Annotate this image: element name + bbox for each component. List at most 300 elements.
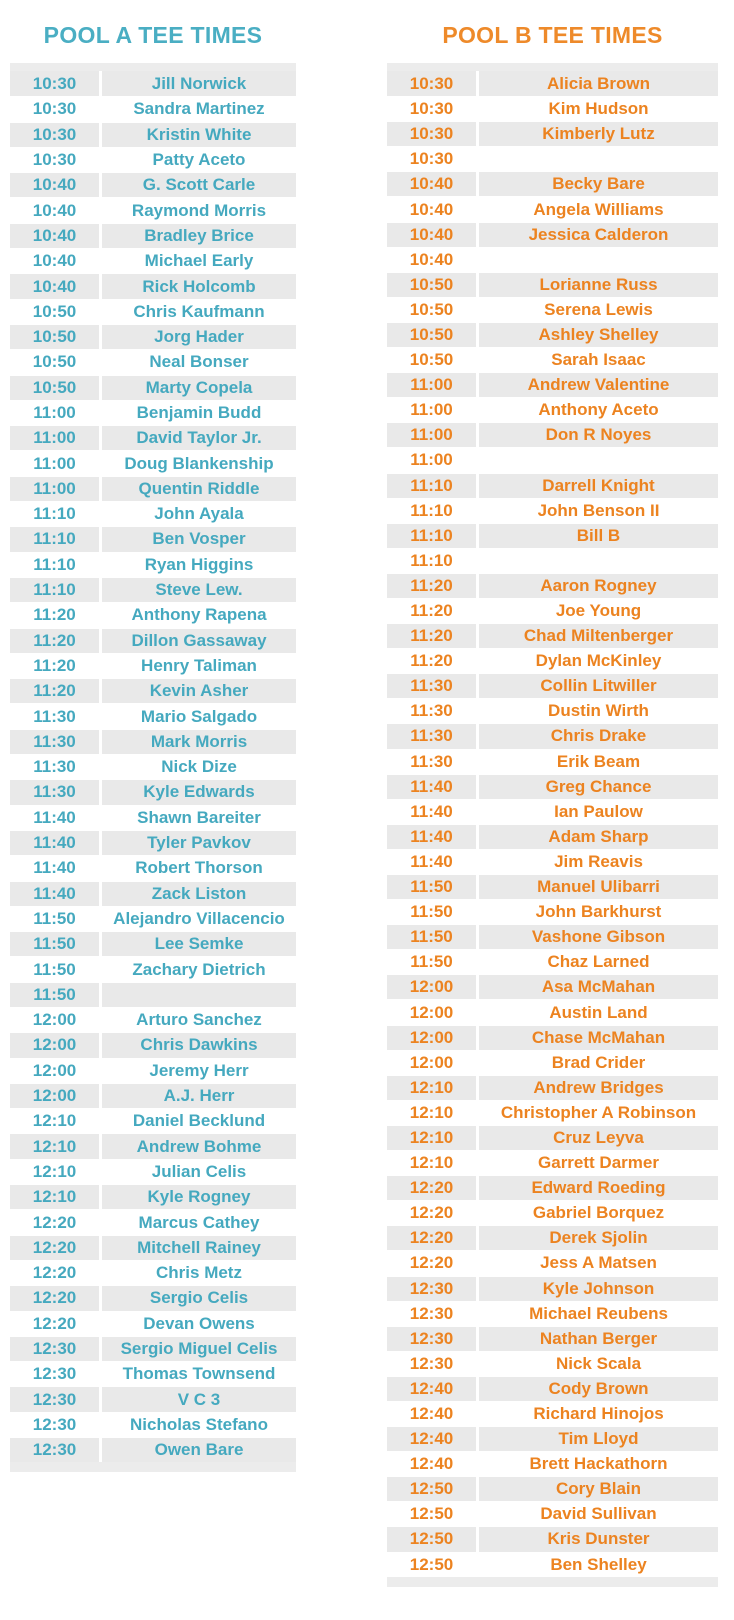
pool-a-tee-time: 11:00: [10, 426, 102, 450]
pool-b-tee-time: 11:00: [387, 373, 479, 397]
pool-a-player-name: Zachary Dietrich: [102, 957, 296, 981]
pool-b-tee-time: 12:50: [387, 1527, 479, 1551]
pool-a-row: [10, 273, 296, 298]
pool-b-player-name: Lorianne Russ: [479, 273, 718, 297]
pool-b-player-name: Cruz Leyva: [479, 1126, 718, 1150]
pool-a-row: [10, 349, 296, 374]
pool-a-tee-time: 11:20: [10, 603, 102, 627]
pool-b-tee-time: 12:50: [387, 1502, 479, 1526]
pool-b-row: [387, 1501, 718, 1526]
pool-a-tee-time: 12:10: [10, 1134, 102, 1158]
pool-a-title: POOL A TEE TIMES: [10, 8, 296, 63]
pool-a-player-name: Anthony Rapena: [102, 603, 296, 627]
pool-b-row: [387, 698, 718, 723]
pool-a-player-name: Kyle Rogney: [102, 1185, 296, 1209]
pool-a-row: [10, 299, 296, 324]
pool-a-player-name: Jorg Hader: [102, 325, 296, 349]
pool-b-row: [387, 523, 718, 548]
pool-a-tee-time: 11:40: [10, 882, 102, 906]
pool-b-tee-time: 12:30: [387, 1277, 479, 1301]
pool-b-tee-time: 11:30: [387, 674, 479, 698]
pool-b-row: [387, 1451, 718, 1476]
pool-b-row: [387, 899, 718, 924]
pool-b-player-name: Christopher A Robinson: [479, 1101, 718, 1125]
pool-b-row: [387, 1326, 718, 1351]
pool-b-player-name: Richard Hinojos: [479, 1402, 718, 1426]
pool-b-player-name: Collin Litwiller: [479, 674, 718, 698]
pool-b-player-name: David Sullivan: [479, 1502, 718, 1526]
pool-b-tee-time: 10:40: [387, 223, 479, 247]
pool-a-player-name: David Taylor Jr.: [102, 426, 296, 450]
pool-a-player-name: Kristin White: [102, 123, 296, 147]
pool-b-player-name: Gabriel Borquez: [479, 1201, 718, 1225]
pool-b-tee-time: 11:40: [387, 775, 479, 799]
pool-a-row: [10, 1083, 296, 1108]
pool-b-row: [387, 648, 718, 673]
pool-b-row: [387, 347, 718, 372]
pool-a-row: [10, 425, 296, 450]
pool-b-row: [387, 1276, 718, 1301]
pool-b-player-name: Manuel Ulibarri: [479, 875, 718, 899]
pool-b-tee-time: 12:10: [387, 1126, 479, 1150]
pool-b-row: [387, 1250, 718, 1275]
pool-a-player-name: Lee Semke: [102, 932, 296, 956]
pool-a-row: [10, 501, 296, 526]
pool-a-tee-time: 12:10: [10, 1185, 102, 1209]
pool-b-tee-time: 11:40: [387, 850, 479, 874]
pool-a-tee-time: 11:10: [10, 578, 102, 602]
pool-b-player-name: Anthony Aceto: [479, 398, 718, 422]
pool-b-tee-time: 10:30: [387, 97, 479, 121]
pool-a-tee-time: 10:40: [10, 274, 102, 298]
pool-a-tee-time: 12:30: [10, 1438, 102, 1462]
pool-b-tee-time: 12:10: [387, 1151, 479, 1175]
pool-b-player-name: Michael Reubens: [479, 1302, 718, 1326]
pool-b-player-name: Ian Paulow: [479, 800, 718, 824]
pool-a-row: [10, 400, 296, 425]
pool-b-player-name: Darrell Knight: [479, 474, 718, 498]
pool-b-player-name: [479, 147, 718, 171]
pool-b-row: [387, 422, 718, 447]
pool-b-player-name: [479, 448, 718, 472]
pool-a-row: [10, 1007, 296, 1032]
pool-a-tee-time: 11:50: [10, 932, 102, 956]
pool-b-player-name: Becky Bare: [479, 172, 718, 196]
pool-b-tee-time: 11:50: [387, 950, 479, 974]
pool-a-tee-time: 10:50: [10, 376, 102, 400]
pool-a-player-name: Sergio Celis: [102, 1286, 296, 1310]
pool-b-row: [387, 272, 718, 297]
pool-a-tee-time: 10:40: [10, 198, 102, 222]
pool-b-row: [387, 247, 718, 272]
pool-a-tee-time: 11:40: [10, 806, 102, 830]
pool-b-row: [387, 121, 718, 146]
pool-a-row: [10, 881, 296, 906]
pool-a-tee-time: 10:40: [10, 249, 102, 273]
pool-b-title: POOL B TEE TIMES: [387, 8, 718, 63]
pool-a-row: [10, 1133, 296, 1158]
pool-b-row: [387, 1476, 718, 1501]
pool-a-player-name: Jeremy Herr: [102, 1059, 296, 1083]
pool-a-row: [10, 855, 296, 880]
pool-a-row: [10, 71, 296, 96]
pool-a-row: [10, 450, 296, 475]
pool-a-player-name: Tyler Pavkov: [102, 831, 296, 855]
pool-b-tee-time: 10:40: [387, 172, 479, 196]
pool-a-row: [10, 1386, 296, 1411]
pool-a-row: [10, 147, 296, 172]
pool-a-tee-time: 10:30: [10, 97, 102, 121]
pool-a-player-name: Rick Holcomb: [102, 274, 296, 298]
pool-b-player-name: Asa McMahan: [479, 975, 718, 999]
pool-a-tee-time: 12:20: [10, 1312, 102, 1336]
pool-a-player-name: Benjamin Budd: [102, 401, 296, 425]
pool-b-player-name: Derek Sjolin: [479, 1226, 718, 1250]
pool-a-row: [10, 906, 296, 931]
pool-b-player-name: Kris Dunster: [479, 1527, 718, 1551]
pool-a-player-name: Marty Copela: [102, 376, 296, 400]
pool-a-row: [10, 248, 296, 273]
pool-a-tee-time: 12:00: [10, 1059, 102, 1083]
pool-a-row: [10, 779, 296, 804]
pool-b-tee-time: 10:30: [387, 122, 479, 146]
pool-a-player-name: Sergio Miguel Celis: [102, 1337, 296, 1361]
pool-a-tee-time: 12:00: [10, 1033, 102, 1057]
pool-b-row: [387, 1552, 718, 1577]
pool-b-tee-time: 11:20: [387, 599, 479, 623]
pool-b-player-name: Chase McMahan: [479, 1026, 718, 1050]
pool-b-tee-time: 11:00: [387, 398, 479, 422]
pool-a-tee-time: 10:30: [10, 71, 102, 96]
pool-b-tee-time: 12:20: [387, 1176, 479, 1200]
pool-b-player-name: Nathan Berger: [479, 1327, 718, 1351]
pool-a-tee-time: 11:10: [10, 553, 102, 577]
pool-b-player-name: Chad Miltenberger: [479, 624, 718, 648]
pool-b-player-name: Alicia Brown: [479, 71, 718, 96]
pool-a-player-name: Daniel Becklund: [102, 1109, 296, 1133]
pool-b-row: [387, 322, 718, 347]
pool-b-row: [387, 1175, 718, 1200]
pool-b-player-name: Brad Crider: [479, 1051, 718, 1075]
pool-a-player-name: V C 3: [102, 1387, 296, 1411]
pool-b-row: [387, 999, 718, 1024]
pool-b-row: [387, 673, 718, 698]
pool-b-player-name: Andrew Valentine: [479, 373, 718, 397]
pool-b-tee-time: 12:00: [387, 975, 479, 999]
pool-a-player-name: Quentin Riddle: [102, 477, 296, 501]
pool-b-row: [387, 1100, 718, 1125]
pool-b-player-name: Vashone Gibson: [479, 925, 718, 949]
pool-b-player-name: Dustin Wirth: [479, 699, 718, 723]
pool-a-player-name: Devan Owens: [102, 1312, 296, 1336]
pool-a-bottom: [10, 1462, 296, 1472]
pool-a-row: [10, 1058, 296, 1083]
pool-a-row: [10, 653, 296, 678]
pool-a-tee-time: 11:30: [10, 755, 102, 779]
pool-b-player-name: [479, 549, 718, 573]
pool-b-player-name: Jim Reavis: [479, 850, 718, 874]
pool-b-player-name: Joe Young: [479, 599, 718, 623]
pool-a-row: [10, 1209, 296, 1234]
pool-b-tee-time: 11:20: [387, 574, 479, 598]
pool-a-player-name: Raymond Morris: [102, 198, 296, 222]
pool-a-tee-time: 11:50: [10, 983, 102, 1007]
pool-b-row: [387, 874, 718, 899]
pool-b-tee-time: 11:20: [387, 649, 479, 673]
pool-a-tee-time: 10:50: [10, 350, 102, 374]
pool-a-row: [10, 1285, 296, 1310]
pool-b-player-name: John Benson II: [479, 499, 718, 523]
pool-b-row: [387, 1376, 718, 1401]
pool-b-row: [387, 1150, 718, 1175]
pool-a-row: [10, 526, 296, 551]
pool-a-row: [10, 1437, 296, 1462]
pool-b-player-name: Kyle Johnson: [479, 1277, 718, 1301]
pool-a-player-name: Dillon Gassaway: [102, 629, 296, 653]
pool-b-tee-time: 11:40: [387, 825, 479, 849]
pool-b-row: [387, 598, 718, 623]
pool-b-tee-time: 12:10: [387, 1101, 479, 1125]
pool-b-tee-time: 12:00: [387, 1000, 479, 1024]
pool-b-row: [387, 1050, 718, 1075]
pool-b-row: [387, 1200, 718, 1225]
pool-a-row: [10, 1311, 296, 1336]
pool-a-player-name: Mitchell Rainey: [102, 1236, 296, 1260]
pool-a-player-name: Arturo Sanchez: [102, 1008, 296, 1032]
pool-a-row: [10, 1032, 296, 1057]
pool-a-row: [10, 223, 296, 248]
pool-a-tee-time: 11:40: [10, 831, 102, 855]
pool-a-row: [10, 96, 296, 121]
pool-b-row: [387, 96, 718, 121]
pool-a-player-name: Mark Morris: [102, 730, 296, 754]
pool-a-tee-time: 11:00: [10, 451, 102, 475]
pool-a-player-name: Neal Bonser: [102, 350, 296, 374]
pool-a-tee-time: 12:00: [10, 1008, 102, 1032]
pool-b-table: [387, 8, 718, 1587]
pool-b-player-name: Kim Hudson: [479, 97, 718, 121]
pool-a-tee-time: 11:30: [10, 780, 102, 804]
pool-b-tee-time: 10:50: [387, 323, 479, 347]
pool-a-row: [10, 1159, 296, 1184]
pool-b-row: [387, 473, 718, 498]
pool-b-tee-time: 10:40: [387, 197, 479, 221]
pool-b-tee-time: 12:00: [387, 1051, 479, 1075]
pool-b-player-name: Bill B: [479, 524, 718, 548]
pool-a-rows: [10, 71, 296, 1462]
pool-a-row: [10, 324, 296, 349]
pool-a-player-name: Sandra Martinez: [102, 97, 296, 121]
pool-b-tee-time: 12:30: [387, 1302, 479, 1326]
pool-a-tee-time: 10:30: [10, 148, 102, 172]
pool-a-player-name: Chris Kaufmann: [102, 300, 296, 324]
pool-b-row: [387, 548, 718, 573]
pool-a-tee-time: 11:30: [10, 730, 102, 754]
pool-a-tee-time: 12:30: [10, 1413, 102, 1437]
pool-b-row: [387, 372, 718, 397]
pool-b-tee-time: 11:10: [387, 524, 479, 548]
pool-a-row: [10, 830, 296, 855]
pool-b-player-name: Dylan McKinley: [479, 649, 718, 673]
pool-b-row: [387, 1526, 718, 1551]
pool-a-tee-time: 12:00: [10, 1084, 102, 1108]
pool-a-tee-time: 11:20: [10, 654, 102, 678]
pool-a-player-name: Nick Dize: [102, 755, 296, 779]
pool-b-row: [387, 196, 718, 221]
pool-b-player-name: Chaz Larned: [479, 950, 718, 974]
pool-b-row: [387, 949, 718, 974]
pool-a-tee-time: 12:30: [10, 1362, 102, 1386]
pool-b-tee-time: 11:50: [387, 875, 479, 899]
pool-b-tee-time: 11:00: [387, 423, 479, 447]
pool-b-row: [387, 498, 718, 523]
pool-b-row: [387, 1075, 718, 1100]
pool-a-player-name: Owen Bare: [102, 1438, 296, 1462]
pool-a-tee-time: 10:50: [10, 325, 102, 349]
pool-a-tee-time: 12:10: [10, 1160, 102, 1184]
pool-a-player-name: Julian Celis: [102, 1160, 296, 1184]
pool-b-tee-time: 11:20: [387, 624, 479, 648]
pool-b-tee-time: 12:20: [387, 1226, 479, 1250]
pool-b-row: [387, 297, 718, 322]
pool-b-tee-time: 12:20: [387, 1251, 479, 1275]
pool-a-player-name: Alejandro Villacencio: [102, 907, 296, 931]
pool-b-player-name: Cody Brown: [479, 1377, 718, 1401]
pool-b-row: [387, 749, 718, 774]
pool-a-player-name: Robert Thorson: [102, 856, 296, 880]
pool-b-player-name: Greg Chance: [479, 775, 718, 799]
pool-b-tee-time: 12:30: [387, 1327, 479, 1351]
pool-a-player-name: Chris Dawkins: [102, 1033, 296, 1057]
pool-a-player-name: Patty Aceto: [102, 148, 296, 172]
pool-a-tee-time: 10:40: [10, 224, 102, 248]
pool-b-row: [387, 1225, 718, 1250]
pool-b-row: [387, 1401, 718, 1426]
pool-b-row: [387, 824, 718, 849]
pool-b-tee-time: 12:40: [387, 1402, 479, 1426]
pool-a-row: [10, 1361, 296, 1386]
pool-a-row: [10, 476, 296, 501]
pool-b-tee-time: 10:30: [387, 71, 479, 96]
pool-a-row: [10, 1412, 296, 1437]
pool-b-row: [387, 1301, 718, 1326]
pool-b-row: [387, 447, 718, 472]
pool-a-tee-time: 12:30: [10, 1337, 102, 1361]
pool-b-player-name: Aaron Rogney: [479, 574, 718, 598]
pool-a-tee-time: 10:30: [10, 123, 102, 147]
pool-b-player-name: Jessica Calderon: [479, 223, 718, 247]
pool-a-player-name: Nicholas Stefano: [102, 1413, 296, 1437]
pool-b-tee-time: 10:50: [387, 348, 479, 372]
pool-a-row: [10, 729, 296, 754]
pool-b-tee-time: 11:50: [387, 925, 479, 949]
pool-b-player-name: Cory Blain: [479, 1477, 718, 1501]
pool-a-player-name: Andrew Bohme: [102, 1134, 296, 1158]
pool-b-tee-time: 12:40: [387, 1377, 479, 1401]
pool-a-tee-time: 11:20: [10, 679, 102, 703]
pool-b-rows: [387, 71, 718, 1577]
pool-a-player-name: Thomas Townsend: [102, 1362, 296, 1386]
pool-a-player-name: G. Scott Carle: [102, 173, 296, 197]
pool-b-player-name: Sarah Isaac: [479, 348, 718, 372]
pool-a-tee-time: 10:50: [10, 300, 102, 324]
pool-b-row: [387, 1351, 718, 1376]
pool-b-gap: [387, 63, 718, 71]
pool-a-player-name: Kevin Asher: [102, 679, 296, 703]
pool-b-player-name: Chris Drake: [479, 724, 718, 748]
pool-b-tee-time: 12:20: [387, 1201, 479, 1225]
pool-b-player-name: Garrett Darmer: [479, 1151, 718, 1175]
pool-b-player-name: Erik Beam: [479, 750, 718, 774]
pool-b-tee-time: 10:30: [387, 147, 479, 171]
pool-a-row: [10, 931, 296, 956]
pool-b-player-name: [479, 248, 718, 272]
pool-b-player-name: Austin Land: [479, 1000, 718, 1024]
pool-b-row: [387, 1025, 718, 1050]
pool-a-tee-time: 12:20: [10, 1261, 102, 1285]
pool-a-row: [10, 577, 296, 602]
pool-b-row: [387, 573, 718, 598]
pool-b-tee-time: 10:50: [387, 298, 479, 322]
pool-a-row: [10, 172, 296, 197]
pool-a-row: [10, 552, 296, 577]
pool-a-player-name: Doug Blankenship: [102, 451, 296, 475]
pool-b-tee-time: 11:00: [387, 448, 479, 472]
pool-a-row: [10, 375, 296, 400]
pool-b-tee-time: 10:40: [387, 248, 479, 272]
pool-b-row: [387, 71, 718, 96]
pool-b-row: [387, 774, 718, 799]
pool-b-player-name: Brett Hackathorn: [479, 1452, 718, 1476]
pool-a-player-name: Kyle Edwards: [102, 780, 296, 804]
pool-b-tee-time: 11:30: [387, 699, 479, 723]
pool-a-player-name: Jill Norwick: [102, 71, 296, 96]
pool-a-row: [10, 678, 296, 703]
pool-b-player-name: Ben Shelley: [479, 1553, 718, 1577]
pool-a-row: [10, 956, 296, 981]
pool-a-row: [10, 1184, 296, 1209]
pool-a-tee-time: 11:00: [10, 401, 102, 425]
pool-a-tee-time: 11:20: [10, 629, 102, 653]
pool-b-player-name: Don R Noyes: [479, 423, 718, 447]
pool-b-player-name: Tim Lloyd: [479, 1427, 718, 1451]
pool-a-player-name: [102, 983, 296, 1007]
pool-a-player-name: Steve Lew.: [102, 578, 296, 602]
pool-a-tee-time: 11:10: [10, 527, 102, 551]
pool-a-tee-time: 10:40: [10, 173, 102, 197]
pool-b-tee-time: 11:30: [387, 750, 479, 774]
pool-b-row: [387, 1426, 718, 1451]
pool-b-player-name: Nick Scala: [479, 1352, 718, 1376]
pool-a-player-name: Michael Early: [102, 249, 296, 273]
pool-a-row: [10, 703, 296, 728]
pool-b-bottom: [387, 1577, 718, 1587]
pool-b-player-name: Kimberly Lutz: [479, 122, 718, 146]
pool-b-row: [387, 623, 718, 648]
pool-a-player-name: Bradley Brice: [102, 224, 296, 248]
pool-b-tee-time: 12:40: [387, 1452, 479, 1476]
pool-a-row: [10, 1235, 296, 1260]
pool-a-player-name: Ryan Higgins: [102, 553, 296, 577]
pool-a-row: [10, 982, 296, 1007]
pool-b-tee-time: 11:30: [387, 724, 479, 748]
pool-a-row: [10, 805, 296, 830]
pool-a-tee-time: 11:50: [10, 957, 102, 981]
pool-a-tee-time: 11:30: [10, 704, 102, 728]
pool-b-row: [387, 171, 718, 196]
pool-a-tee-time: 12:10: [10, 1109, 102, 1133]
pool-b-player-name: Angela Williams: [479, 197, 718, 221]
